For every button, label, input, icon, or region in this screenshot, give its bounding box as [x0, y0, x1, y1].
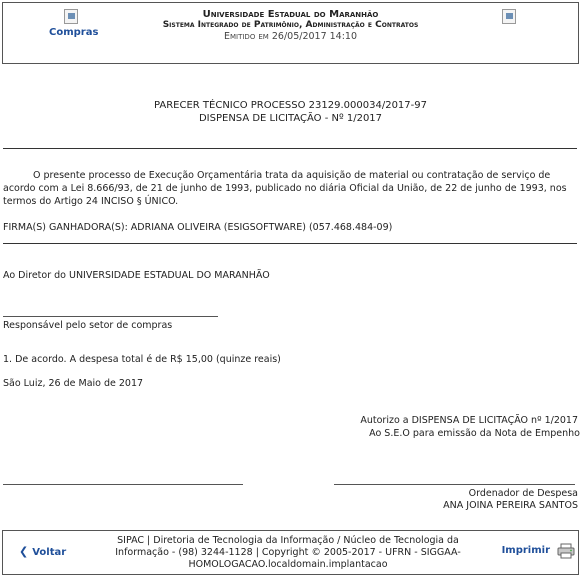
place-date: São Luiz, 26 de Maio de 2017 [3, 378, 144, 389]
document-title [0, 99, 581, 125]
ordenador-title: Ordenador de Despesa [468, 488, 578, 499]
ordenador-name: ANA JOINA PEREIRA SANTOS [443, 500, 578, 511]
title-dispensa: DISPENSA DE LICITAÇÃO - Nº 1/2017 [198, 113, 383, 124]
print-button[interactable] [502, 545, 550, 556]
responsible-label: Responsável pelo setor de compras [3, 320, 173, 331]
header-text-block [3, 9, 578, 42]
report-footer [2, 530, 579, 575]
emitted-label: Emitido em [223, 31, 269, 42]
back-button[interactable] [19, 545, 66, 558]
report-header [2, 2, 579, 64]
emitted-date: 26/05/2017 14:10 [271, 31, 358, 42]
back-label: Voltar [32, 547, 67, 558]
printer-icon[interactable] [557, 543, 575, 559]
agreement-text: 1. De acordo. A despesa total é de R$ 15,00 (quinze reais) [3, 354, 281, 365]
module-link-compras[interactable]: Compras [49, 27, 99, 38]
authorization-line: Autorizo a DISPENSA DE LICITAÇÃO nº 1/2017 [360, 415, 578, 426]
system-logo-icon [502, 9, 516, 24]
university-name: Universidade Estadual do Maranhão [202, 9, 379, 20]
chevron-left-icon: ❮ [19, 545, 29, 558]
divider [3, 148, 577, 149]
emission-info [3, 31, 578, 42]
system-name: Sistema Integrado de Patrimônio, Administração e Contratos [162, 20, 419, 30]
director-addressee: Ao Diretor do UNIVERSIDADE ESTADUAL DO MARANHÃO [3, 270, 270, 281]
signature-line [3, 316, 218, 317]
winning-firms: FIRMA(S) GANHADORA(S): ADRIANA OLIVEIRA (ESIGSOFTWARE) (057.468.484-09) [3, 222, 393, 233]
process-paragraph: O presente processo de Execução Orçamentária trata da aquisição de material ou contratação de serviço de acordo com a Lei 8.666/93, de 21 de junho de 1993, publicado no diária Oficial da União, de 22 de junho de 1993, nos termos do Artigo 24 INCISO § ÚNICO. [3, 170, 567, 207]
signature-line [334, 484, 575, 485]
divider [3, 243, 577, 244]
print-label: Imprimir [501, 545, 550, 556]
title-process: PARECER TÉCNICO PROCESSO 23129.000034/2017-97 [153, 100, 427, 111]
signature-line [3, 484, 243, 485]
seo-line: Ao S.E.O para emissão da Nota de Empenho [369, 428, 580, 439]
footer-credits: SIPAC | Diretoria de Tecnologia da Informação / Núcleo de Tecnologia da Informação - (98) 3244-1128 | Copyright © 2005-2017 - UFRN - SIGGAA-HOMOLOGACAO.localdomain.implantacao [115, 535, 461, 570]
